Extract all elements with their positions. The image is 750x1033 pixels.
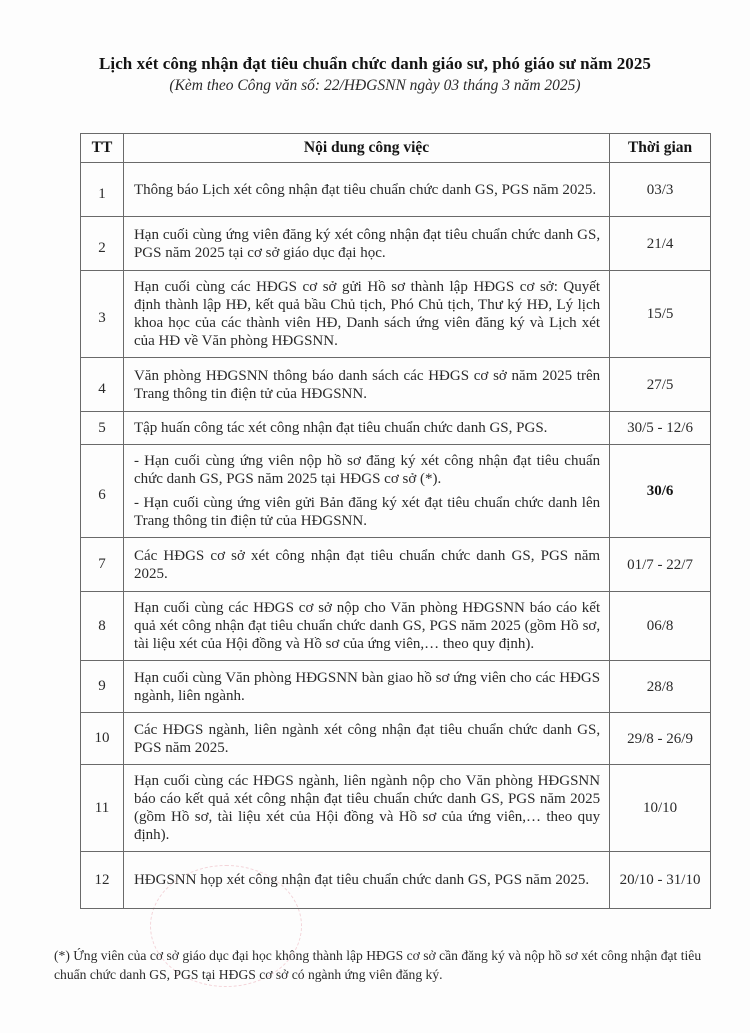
row-content bbox=[123, 271, 609, 358]
table-row bbox=[81, 538, 711, 592]
row-time: 06/8 bbox=[610, 592, 711, 661]
content-paragraph: Các HĐGS cơ sở xét công nhận đạt tiêu chuẩn chức danh GS, PGS năm 2025. bbox=[133, 547, 601, 582]
table-row bbox=[81, 661, 711, 713]
row-time: 28/8 bbox=[610, 661, 711, 713]
table-row bbox=[81, 217, 711, 271]
row-content bbox=[123, 412, 609, 445]
row-number: 2 bbox=[81, 217, 124, 271]
row-time: 30/6 bbox=[610, 445, 711, 538]
row-content bbox=[123, 538, 609, 592]
row-content bbox=[123, 445, 609, 538]
content-paragraph: Hạn cuối cùng Văn phòng HĐGSNN bàn giao hồ sơ ứng viên cho các HĐGS ngành, liên ngành. bbox=[133, 669, 601, 704]
schedule-table bbox=[80, 133, 711, 909]
row-number: 8 bbox=[81, 592, 124, 661]
row-content bbox=[123, 765, 609, 852]
row-time: 21/4 bbox=[610, 217, 711, 271]
content-paragraph: Hạn cuối cùng các HĐGS ngành, liên ngành nộp cho Văn phòng HĐGSNN báo cáo kết quả xét công nhận đạt tiêu chuẩn chức danh GS, PGS năm 2025 (gồm Hồ sơ, tài liệu xét của Hội đồng và Hồ sơ của ứng viên,… theo quy định). bbox=[133, 773, 601, 843]
row-number: 12 bbox=[81, 852, 124, 909]
content-paragraph: HĐGSNN họp xét công nhận đạt tiêu chuẩn chức danh GS, PGS năm 2025. bbox=[133, 872, 590, 888]
row-content bbox=[123, 358, 609, 412]
row-number: 3 bbox=[81, 271, 124, 358]
document-subtitle: (Kèm theo Công văn số: 22/HĐGSNN ngày 03 tháng 3 năm 2025) bbox=[169, 77, 581, 94]
table-row bbox=[81, 412, 711, 445]
row-number: 5 bbox=[81, 412, 124, 445]
row-time: 30/5 - 12/6 bbox=[610, 412, 711, 445]
table-row bbox=[81, 445, 711, 538]
content-paragraph: Hạn cuối cùng các HĐGS cơ sở nộp cho Văn phòng HĐGSNN báo cáo kết quả xét công nhận đạt tiêu chuẩn chức danh GS, PGS năm 2025 (gồm Hồ sơ, tài liệu xét của Hội đồng và Hồ sơ của ứng viên,… theo quy định). bbox=[133, 600, 601, 652]
table-row bbox=[81, 713, 711, 765]
row-number: 7 bbox=[81, 538, 124, 592]
header-time: Thời gian bbox=[610, 134, 711, 163]
row-content bbox=[123, 592, 609, 661]
row-number: 1 bbox=[81, 163, 124, 217]
footnote: (*) Ứng viên của cơ sở giáo dục đại học không thành lập HĐGS cơ sở cần đăng ký và nộp hồ sơ xét công nhận đạt tiêu chuẩn chức danh GS, PGS tại HĐGS cơ sở có ngành ứng viên đăng ký. bbox=[54, 948, 702, 982]
content-paragraph: - Hạn cuối cùng ứng viên gửi Bản đăng ký xét đạt tiêu chuẩn chức danh lên Trang thông tin điện tử của HĐGSNN. bbox=[133, 495, 601, 529]
table-row bbox=[81, 358, 711, 412]
content-paragraph: Văn phòng HĐGSNN thông báo danh sách các HĐGS cơ sở năm 2025 trên Trang thông tin điện tử của HĐGSNN. bbox=[133, 367, 601, 402]
table-body bbox=[81, 163, 711, 909]
row-content bbox=[123, 713, 609, 765]
row-number: 4 bbox=[81, 358, 124, 412]
table-row bbox=[81, 163, 711, 217]
row-time: 15/5 bbox=[610, 271, 711, 358]
row-content bbox=[123, 852, 609, 909]
row-time: 20/10 - 31/10 bbox=[610, 852, 711, 909]
row-time: 27/5 bbox=[610, 358, 711, 412]
table-row bbox=[81, 852, 711, 909]
row-number: 10 bbox=[81, 713, 124, 765]
row-content bbox=[123, 661, 609, 713]
content-paragraph: - Hạn cuối cùng ứng viên nộp hồ sơ đăng ký xét công nhận đạt tiêu chuẩn chức danh GS, PGS năm 2025 tại HĐGS cơ sở (*). bbox=[133, 453, 601, 487]
table-header-row bbox=[81, 134, 711, 163]
header-content: Nội dung công việc bbox=[123, 134, 609, 163]
row-content bbox=[123, 163, 609, 217]
row-time: 10/10 bbox=[610, 765, 711, 852]
document-title: Lịch xét công nhận đạt tiêu chuẩn chức danh giáo sư, phó giáo sư năm 2025 bbox=[99, 54, 651, 73]
table-row bbox=[81, 765, 711, 852]
content-paragraph: Thông báo Lịch xét công nhận đạt tiêu chuẩn chức danh GS, PGS năm 2025. bbox=[133, 181, 597, 198]
row-content bbox=[123, 217, 609, 271]
header-tt: TT bbox=[81, 134, 124, 163]
row-number: 11 bbox=[81, 765, 124, 852]
content-paragraph: Tập huấn công tác xét công nhận đạt tiêu chuẩn chức danh GS, PGS. bbox=[133, 420, 548, 436]
row-time: 29/8 - 26/9 bbox=[610, 713, 711, 765]
row-number: 9 bbox=[81, 661, 124, 713]
content-paragraph: Hạn cuối cùng các HĐGS cơ sở gửi Hồ sơ thành lập HĐGS cơ sở: Quyết định thành lập HĐ, kết quả bầu Chủ tịch, Phó Chủ tịch, Thư ký HĐ, Lý lịch khoa học của các thành viên HĐ, Danh sách ứng viên đăng ký và Lịch xét của HĐ về Văn phòng HĐGSNN. bbox=[133, 279, 601, 349]
content-paragraph: Hạn cuối cùng ứng viên đăng ký xét công nhận đạt tiêu chuẩn chức danh GS, PGS năm 2025 tại cơ sở giáo dục đại học. bbox=[133, 226, 601, 261]
row-number: 6 bbox=[81, 445, 124, 538]
table-row bbox=[81, 592, 711, 661]
table-row bbox=[81, 271, 711, 358]
row-time: 03/3 bbox=[610, 163, 711, 217]
row-time: 01/7 - 22/7 bbox=[610, 538, 711, 592]
content-paragraph: Các HĐGS ngành, liên ngành xét công nhận đạt tiêu chuẩn chức danh GS, PGS năm 2025. bbox=[133, 721, 601, 756]
